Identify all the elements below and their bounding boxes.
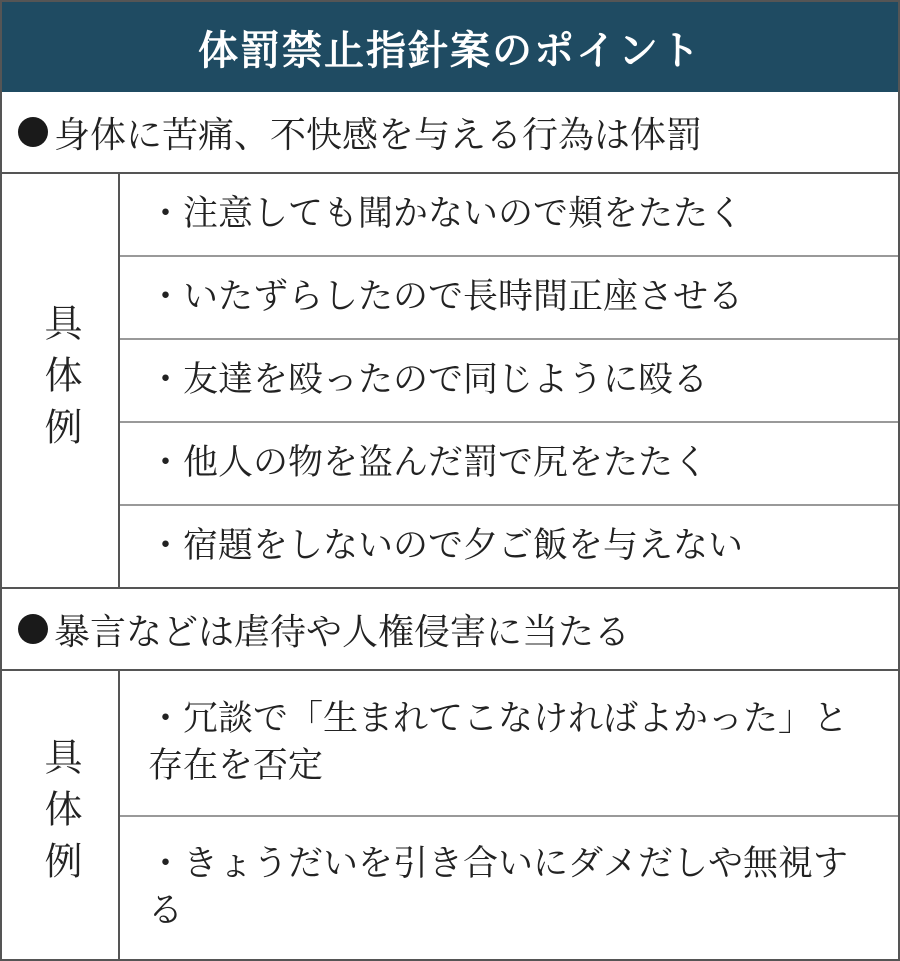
list-item bbox=[120, 257, 898, 340]
list-item bbox=[120, 340, 898, 423]
list-item bbox=[120, 423, 898, 506]
list-item-text: ・他人の物を盗んだ罰で尻をたたく bbox=[148, 442, 709, 483]
group-label-text: 具体例 bbox=[38, 302, 82, 459]
list-item-text: ・注意しても聞かないので頬をたたく bbox=[148, 193, 744, 234]
examples-group-2 bbox=[2, 671, 898, 959]
section-heading-text: 暴言などは虐待や人権侵害に当たる bbox=[54, 611, 631, 653]
bullet-icon bbox=[18, 614, 48, 644]
section-heading-1 bbox=[2, 92, 898, 174]
list-item-text: ・友達を殴ったので同じように殴る bbox=[148, 359, 709, 400]
examples-group-1 bbox=[2, 174, 898, 589]
list-item bbox=[120, 671, 898, 817]
bullet-icon bbox=[18, 117, 48, 147]
list-item-text: ・きょうだいを引き合いにダメだしや無視する bbox=[148, 843, 849, 931]
title-bar bbox=[2, 2, 898, 92]
list-item-text: ・冗談で「生まれてこなければよかった」と存在を否定 bbox=[148, 698, 849, 786]
section-heading-text: 身体に苦痛、不快感を与える行為は体罰 bbox=[54, 114, 703, 156]
list-item bbox=[120, 174, 898, 257]
page-title: 体罰禁止指針案のポイント bbox=[198, 27, 702, 74]
group-label bbox=[2, 671, 120, 959]
section-heading-2 bbox=[2, 589, 898, 671]
list-item-text: ・いたずらしたので長時間正座させる bbox=[148, 276, 744, 317]
group-label-text: 具体例 bbox=[38, 737, 82, 893]
group-label bbox=[2, 174, 120, 587]
list-item bbox=[120, 817, 898, 959]
list-item bbox=[120, 506, 898, 587]
list-item-text: ・宿題をしないので夕ご飯を与えない bbox=[148, 525, 744, 566]
